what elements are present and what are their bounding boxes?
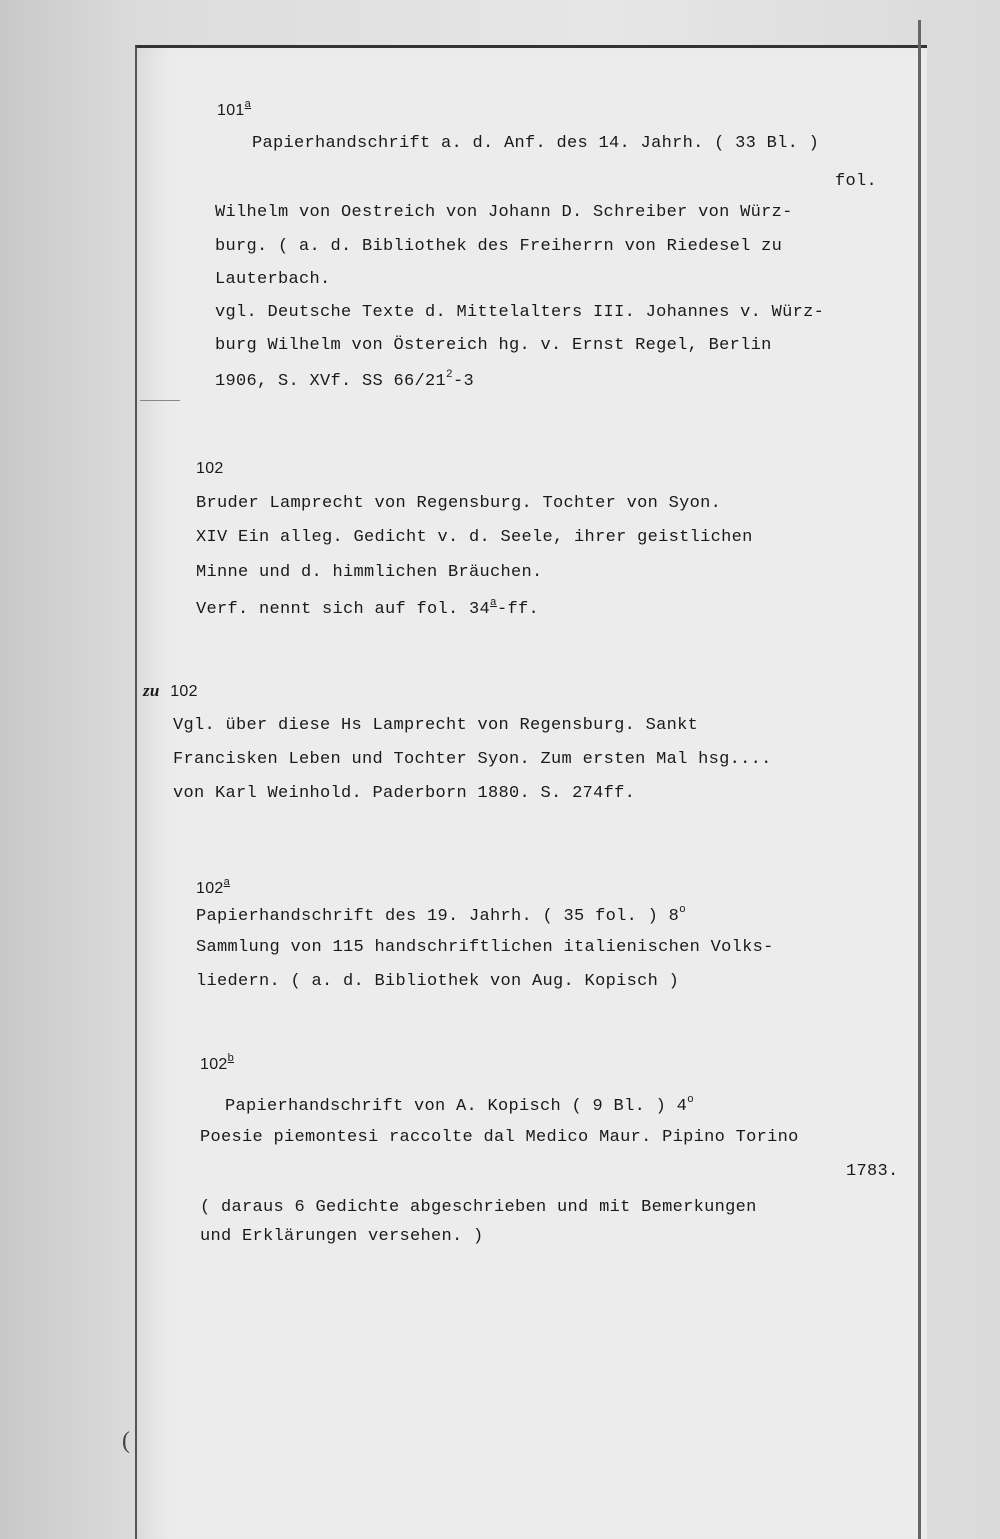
entry-line: Vgl. über diese Hs Lamprecht von Regensburg. Sankt	[173, 716, 699, 735]
entry-line: XIV Ein alleg. Gedicht v. d. Seele, ihrer geistlichen	[196, 528, 753, 547]
entry-line: Sammlung von 115 handschriftlichen italienischen Volks-	[196, 938, 774, 957]
entry-line: burg. ( a. d. Bibliothek des Freiherrn von Riedesel zu	[215, 237, 783, 256]
entry-label: 102$^a$	[196, 876, 231, 897]
entry-line: und Erklärungen versehen. )	[200, 1227, 484, 1246]
entry-line: 1783.	[846, 1162, 899, 1181]
entry-line: burg Wilhelm von Östereich hg. v. Ernst Regel, Berlin	[215, 336, 772, 355]
entry-label: zu 102	[143, 681, 198, 700]
entry-line: Bruder Lamprecht von Regensburg. Tochter von Syon.	[196, 494, 722, 513]
entry-line: Wilhelm von Oestreich von Johann D. Schreiber von Würz-	[215, 203, 793, 222]
entry-line: ( daraus 6 Gedichte abgeschrieben und mit Bemerkungen	[200, 1198, 757, 1217]
entry-line: vgl. Deutsche Texte d. Mittelalters III. Johannes v. Würz-	[215, 303, 825, 322]
entry-line: liedern. ( a. d. Bibliothek von Aug. Kopisch )	[196, 972, 680, 991]
entry-label: 102	[196, 460, 224, 477]
entry-line: Papierhandschrift des 19. Jahrh. ( 35 fol. ) 8$^o$	[196, 904, 686, 926]
entry-line: Francisken Leben und Tochter Syon. Zum ersten Mal hsg....	[173, 750, 772, 769]
entry-line: Lauterbach.	[215, 270, 331, 289]
margin-pencil-mark: (	[122, 1428, 130, 1454]
entry-line: von Karl Weinhold. Paderborn 1880. S. 274ff.	[173, 784, 636, 803]
rule-mark	[140, 400, 180, 401]
entry-line: Verf. nennt sich auf fol. 34$^a$-ff.	[196, 597, 539, 619]
entry-line: Papierhandschrift von A. Kopisch ( 9 Bl. ) 4$^o$	[225, 1094, 694, 1116]
entry-line: Papierhandschrift a. d. Anf. des 14. Jahrh. ( 33 Bl. )	[252, 134, 820, 153]
entry-label: 101$^a$	[217, 98, 252, 119]
card-edge	[918, 20, 921, 1539]
entry-label: 102$^b$	[200, 1052, 235, 1073]
entry-line: Minne und d. himmlichen Bräuchen.	[196, 563, 543, 582]
entry-line: fol.	[835, 172, 878, 191]
entry-line: 1906, S. XVf. SS $66/21^2-3$	[215, 369, 474, 391]
entry-line: Poesie piemontesi raccolte dal Medico Maur. Pipino Torino	[200, 1128, 799, 1147]
